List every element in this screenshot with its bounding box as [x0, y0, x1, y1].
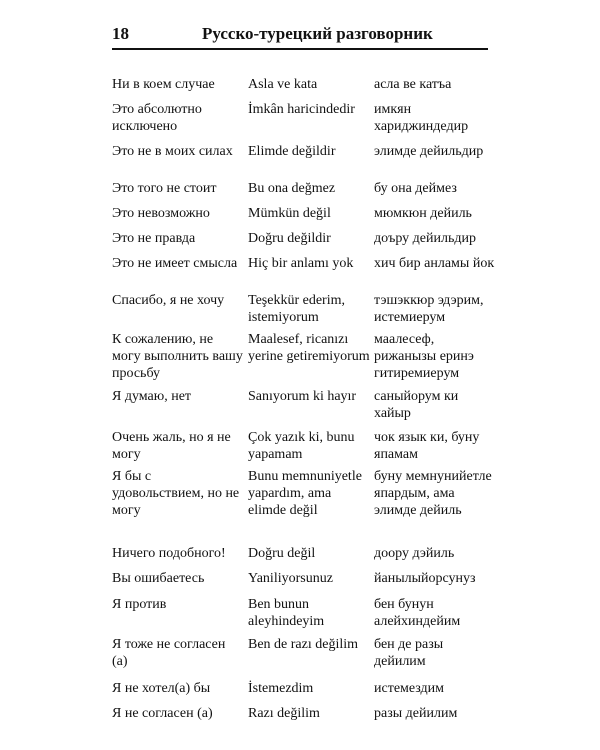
running-title: Русско-турецкий разговорник	[202, 24, 433, 43]
russian-phrase: Это того не стоит	[112, 181, 217, 196]
transcription: буну мемнунийетле япардым, ама элимде дейиль	[374, 469, 492, 518]
turkish-phrase: Bu ona değmez	[248, 181, 336, 196]
russian-phrase: Я не хотел(а) бы	[112, 681, 211, 696]
transcription: мюмкюн дейиль	[374, 206, 472, 221]
russian-phrase: К сожалению, не могу выполнить вашу просьбу	[112, 332, 243, 381]
turkish-phrase: Çok yazık ki, bunu yapamam	[248, 430, 355, 462]
russian-phrase: Я не согласен (а)	[112, 706, 213, 721]
russian-phrase: Вы ошибаетесь	[112, 571, 205, 586]
turkish-phrase: Asla ve kata	[248, 77, 318, 92]
transcription: бу она деймез	[374, 181, 457, 196]
russian-phrase: Очень жаль, но я не могу	[112, 430, 231, 462]
turkish-phrase: Sanıyorum ki hayır	[248, 389, 357, 404]
russian-phrase: Я думаю, нет	[112, 389, 192, 404]
transcription: йанылыйорсунуз	[374, 571, 476, 586]
russian-phrase: Это абсолютно исключено	[112, 102, 202, 134]
turkish-phrase: Teşekkür ederim, istemiyorum	[248, 293, 345, 325]
transcription: бен бунун алейхиндейим	[374, 597, 461, 629]
transcription: доору дэйиль	[374, 546, 455, 561]
transcription: маалесеф, рижанызы еринэ гитиремиерум	[374, 332, 474, 381]
transcription: доъру дейильдир	[374, 231, 476, 246]
turkish-phrase: Hiç bir anlamı yok	[248, 256, 354, 271]
turkish-phrase: Maalesef, ricanızı yerine getiremiyorum	[248, 332, 370, 364]
transcription: разы дейилим	[374, 706, 458, 721]
turkish-phrase: Doğru değil	[248, 546, 316, 561]
turkish-phrase: Bunu memnuniyetle yapardım, ama elimde değil	[248, 469, 362, 518]
turkish-phrase: Ben bunun aleyhindeyim	[248, 597, 325, 629]
turkish-phrase: Yaniliyorsunuz	[248, 571, 333, 586]
turkish-phrase: Razı değilim	[248, 706, 320, 721]
transcription: саныйорум ки хайыр	[374, 389, 459, 421]
transcription: чок язык ки, буну япамам	[374, 430, 480, 462]
transcription: имкян хариджиндедир	[374, 102, 469, 134]
turkish-phrase: Ben de razı değilim	[248, 637, 359, 652]
russian-phrase: Это не имеет смысла	[112, 256, 238, 271]
transcription: асла ве катъа	[374, 77, 452, 92]
turkish-phrase: Mümkün değil	[248, 206, 331, 221]
transcription: истемездим	[374, 681, 445, 696]
russian-phrase: Я против	[112, 597, 167, 612]
russian-phrase: Это невозможно	[112, 206, 210, 221]
russian-phrase: Я тоже не согласен (а)	[112, 637, 226, 669]
russian-phrase: Это не в моих силах	[112, 144, 233, 159]
turkish-phrase: İmkân haricindedir	[248, 102, 355, 117]
russian-phrase: Я бы с удовольствием, но не могу	[112, 469, 240, 518]
transcription: тэшэккюр эдэрим, истемиерум	[374, 293, 484, 325]
russian-phrase: Спасибо, я не хочу	[112, 293, 225, 308]
page-number: 18	[112, 24, 129, 43]
transcription: хич бир анламы йок	[374, 256, 495, 271]
russian-phrase: Это не правда	[112, 231, 196, 246]
russian-phrase: Ни в коем случае	[112, 77, 215, 92]
turkish-phrase: Doğru değildir	[248, 231, 331, 246]
transcription: элимде дейильдир	[374, 144, 484, 159]
russian-phrase: Ничего подобного!	[112, 546, 226, 561]
turkish-phrase: Elimde değildir	[248, 144, 336, 159]
transcription: бен де разы дейилим	[374, 637, 444, 669]
running-header	[112, 24, 488, 50]
turkish-phrase: İstemezdim	[248, 681, 314, 696]
